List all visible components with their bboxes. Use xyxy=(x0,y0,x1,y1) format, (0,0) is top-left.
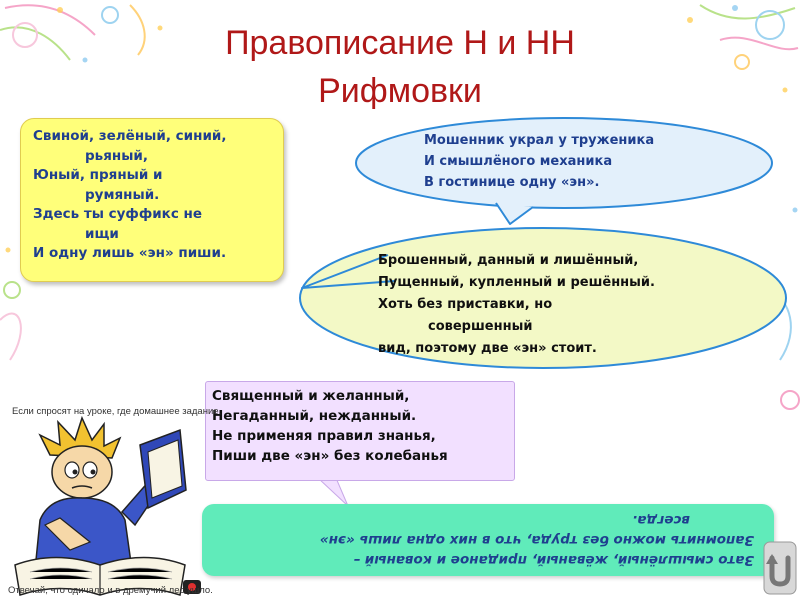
rhyme-line: Свиной, зелёный, синий, xyxy=(33,128,227,144)
rhyme-line: рьяный, xyxy=(85,147,148,164)
rhyme-line: И смышлёного механика xyxy=(424,154,613,169)
rhyme-bubble-participles xyxy=(378,250,655,360)
rhyme-line: Не применяя правил знанья, xyxy=(212,428,436,444)
page-title: Правописание Н и НН xyxy=(225,24,575,62)
rhyme-line: Священный и желанный, xyxy=(212,388,410,404)
rhyme-line: И одну лишь «эн» пиши. xyxy=(33,245,227,261)
rhyme-line: Хоть без приставки, но xyxy=(378,297,553,312)
rhyme-line: Зато смышлёный, жёваный, приданое и кованый – xyxy=(353,552,754,568)
student-reading-cartoon xyxy=(0,400,205,600)
rhyme-line: всегда. xyxy=(632,512,690,528)
rhyme-line: ищи xyxy=(85,225,119,242)
rhyme-line: Негаданный, нежданный. xyxy=(212,408,417,424)
rhyme-line: В гостинице одну «эн». xyxy=(424,175,600,190)
page-subtitle: Рифмовки xyxy=(318,72,482,110)
rhyme-line: Пиши две «эн» без колебанья xyxy=(212,448,448,464)
rhyme-line: Брошенный, данный и лишённый, xyxy=(378,253,639,268)
rhyme-line: румяный. xyxy=(85,186,160,203)
rhyme-line: Пущенный, купленный и решённый. xyxy=(378,275,655,290)
rhyme-line: Мошенник украл у труженика xyxy=(424,133,655,148)
rhyme-bubble-noun xyxy=(424,130,654,193)
rhyme-box-exceptions xyxy=(205,381,515,481)
rhyme-box-upside-down xyxy=(202,504,774,576)
lavender-box-tail xyxy=(318,478,348,506)
rhyme-line: Запомнить можно без труда, что в них одна лишь «эн» xyxy=(319,532,754,548)
cartoon-caption-top: Если спросят на уроке, где домашнее задание, xyxy=(12,406,222,417)
rhyme-line: совершенный xyxy=(428,319,533,334)
cartoon-caption-bottom: Отвечай, что одичало и в дремучий лес ушло. xyxy=(8,585,213,596)
rhyme-line: Юный, пряный и xyxy=(33,167,163,183)
return-arrow-icon[interactable] xyxy=(762,540,798,596)
rhyme-line: вид, поэтому две «эн» стоит. xyxy=(378,341,597,356)
rhyme-line: Здесь ты суффикс не xyxy=(33,206,203,222)
